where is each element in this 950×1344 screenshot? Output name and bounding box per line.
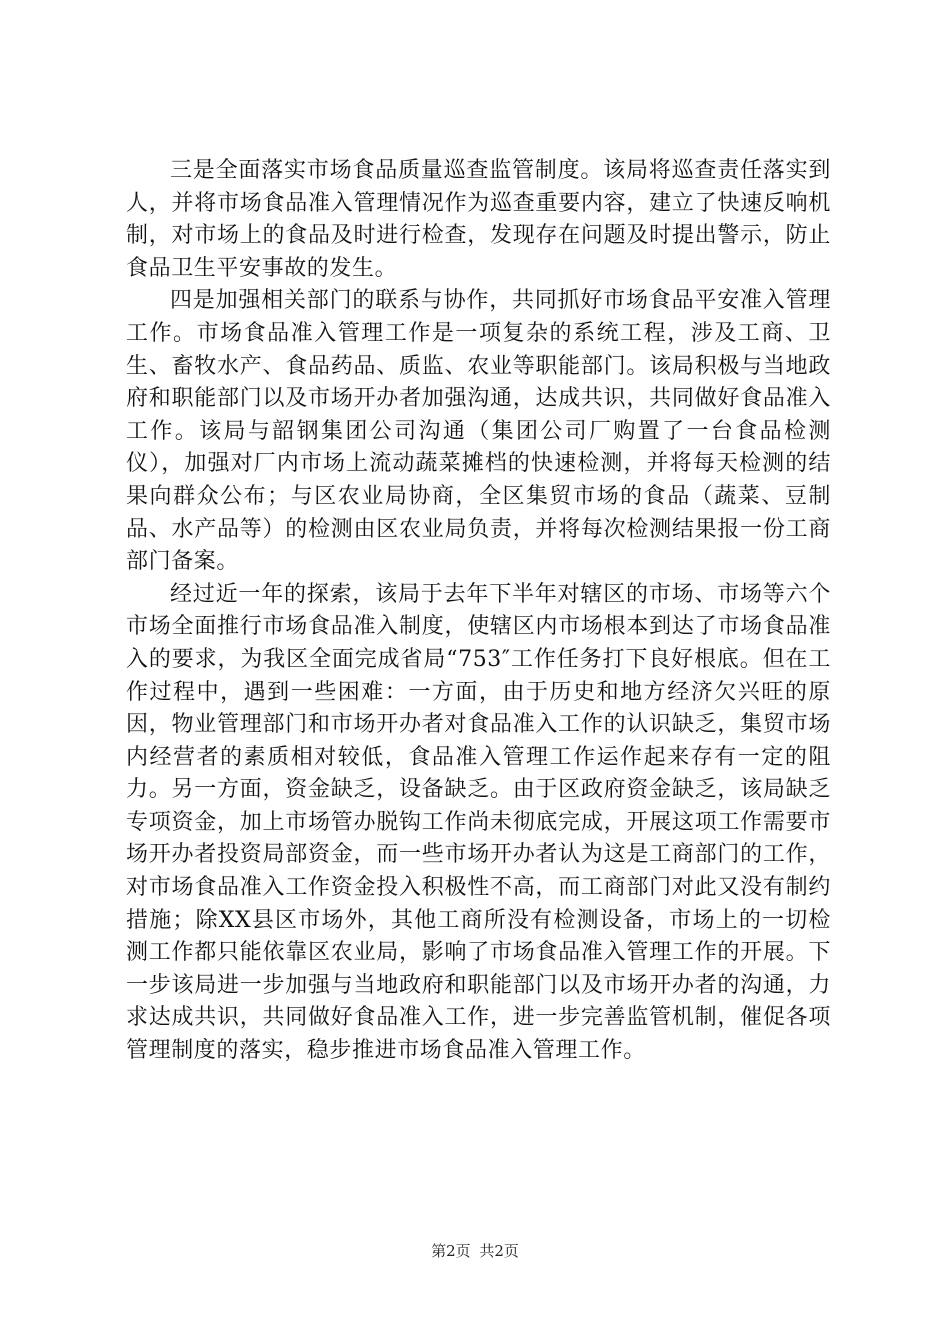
page-number: 第2页 bbox=[431, 1242, 471, 1260]
document-body bbox=[126, 155, 831, 1068]
paragraph-summary: 经过近一年的探索，该局于去年下半年对辖区的市场、市场等六个市场全面推行市场食品准入制度，使辖区内市场根本到达了市场食品准入的要求，为我区全面完成省局“753″工作任务打下良好根底。但在工作过程中，遇到一些困难：一方面，由于历史和地方经济欠兴旺的原因，物业管理部门和市场开办者对食品准入工作的认识缺乏，集贸市场内经营者的素质相对较低，食品准入管理工作运作起来存有一定的阻力。另一方面，资金缺乏，设备缺乏。由于区政府资金缺乏，该局缺乏专项资金，加上市场管办脱钩工作尚未彻底完成，开展这项工作需要市场开办者投资局部资金，而一些市场开办者认为这是工商部门的工作，对市场食品准入工作资金投入积极性不高，而工商部门对此又没有制约措施；除XX县区市场外，其他工商所没有检测设备，市场上的一切检测工作都只能依靠区农业局，影响了市场食品准入管理工作的开展。下一步该局进一步加强与当地政府和职能部门以及市场开办者的沟通，力求达成共识，共同做好食品准入工作，进一步完善监管机制，催促各项管理制度的落实，稳步推进市场食品准入管理工作。 bbox=[126, 581, 831, 1064]
paragraph-inspection: 三是全面落实市场食品质量巡查监管制度。该局将巡查责任落实到人，并将市场食品准入管理情况作为巡查重要内容，建立了快速反响机制，对市场上的食品及时进行检查，发现存在问题及时提出警示，防止食品卫生平安事故的发生。 bbox=[126, 158, 831, 281]
page-total: 共2页 bbox=[479, 1242, 519, 1260]
paragraph-coordination: 四是加强相关部门的联系与协作，共同抓好市场食品平安准入管理工作。市场食品准入管理工作是一项复杂的系统工程，涉及工商、卫生、畜牧水产、食品药品、质监、农业等职能部门。该局积极与当地政府和职能部门以及市场开办者加强沟通，达成共识，共同做好食品准入工作。该局与韶钢集团公司沟通（集团公司厂购置了一台食品检测仪），加强对厂内市场上流动蔬菜摊档的快速检测，并将每天检测的结果向群众公布；与区农业局协商，全区集贸市场的食品（蔬菜、豆制品、水产品等）的检测由区农业局负责，并将每次检测结果报一份工商部门备案。 bbox=[126, 288, 831, 575]
page-footer bbox=[0, 1240, 950, 1261]
